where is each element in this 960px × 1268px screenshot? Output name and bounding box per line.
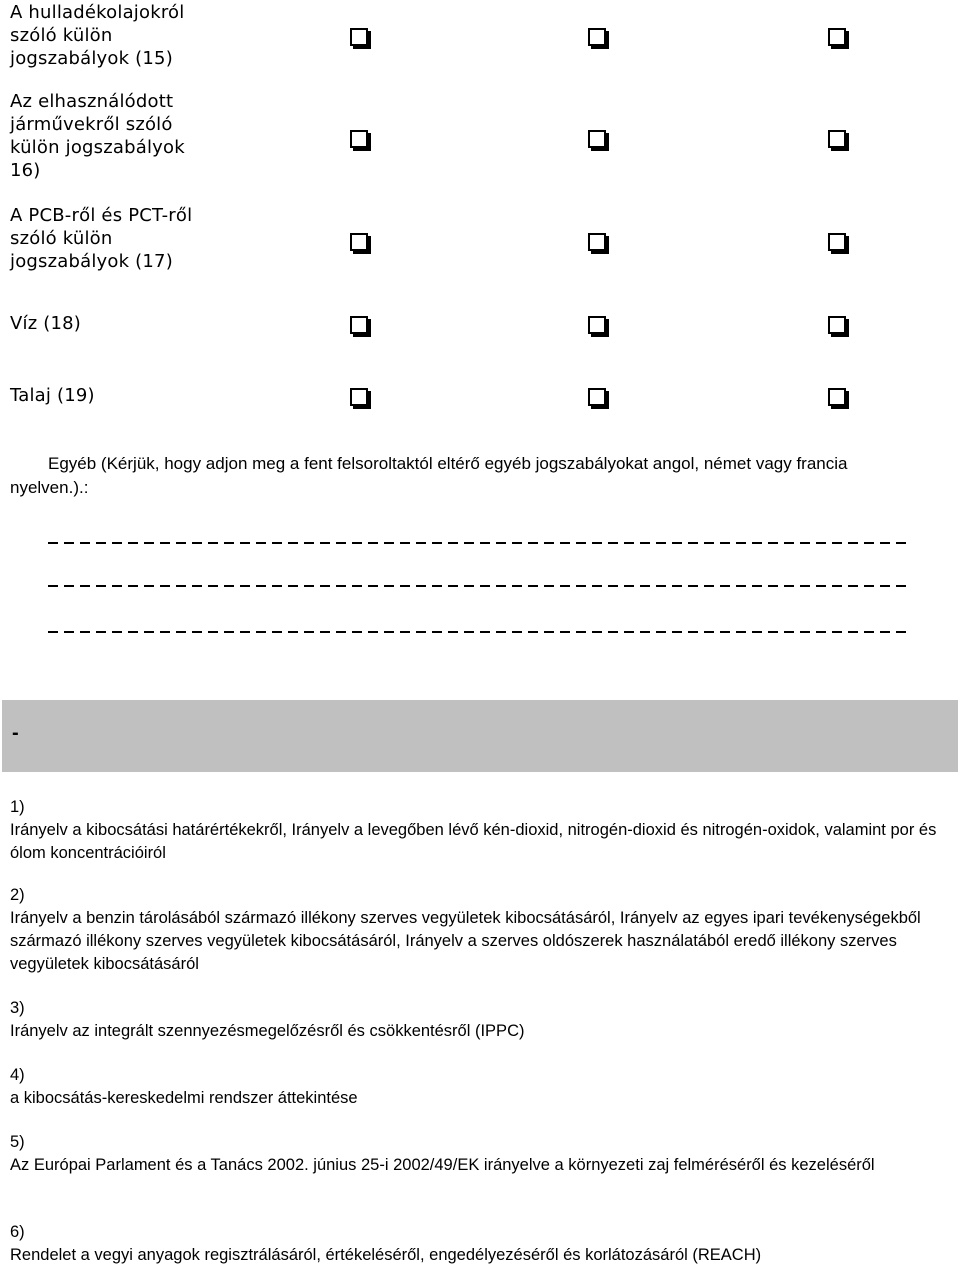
checkbox[interactable]	[828, 130, 846, 148]
footnote-text: Irányelv a benzin tárolásából származó illékony szerves vegyületek kibocsátásáról, Irányelv az egyes ipari tevékenységekből származó illékony szerves vegyületek kibocsátásáról, Irányelv a szerves oldószerek használatából eredő illékony szerves vegyületek kibocsátásáról	[10, 909, 921, 973]
separator-text: -	[12, 722, 19, 744]
fill-in-line[interactable]	[48, 631, 906, 633]
footnote-text: a kibocsátás-kereskedelmi rendszer áttekintése	[10, 1089, 358, 1107]
row-label: Víz (18)	[10, 313, 82, 334]
footnote-text: Rendelet a vegyi anyagok regisztrálásáról, értékeléséről, engedélyezéséről és korlátozásáról (REACH)	[10, 1246, 762, 1264]
footnote	[10, 1131, 940, 1177]
checkbox[interactable]	[828, 316, 846, 334]
footnote-number: 2)	[10, 886, 25, 904]
section-separator	[2, 700, 958, 772]
row-label: Talaj (19)	[10, 385, 95, 406]
row-label: Az elhasználódott járművekről szóló külön jogszabályok 16)	[10, 91, 185, 181]
footnote-number: 1)	[10, 798, 25, 816]
footnote-number: 3)	[10, 999, 25, 1017]
other-legislation-prompt	[10, 452, 910, 500]
checkbox[interactable]	[350, 130, 368, 148]
footnote-number: 4)	[10, 1066, 25, 1084]
footnote-text: Irányelv a kibocsátási határértékekről, Irányelv a levegőben lévő kén-dioxid, nitrogén-dioxid és nitrogén-oxidok, valamint por és ólom koncentrációiról	[10, 821, 937, 862]
footnote	[10, 997, 940, 1043]
footnote	[10, 884, 940, 976]
checkbox[interactable]	[588, 388, 606, 406]
checkbox[interactable]	[350, 316, 368, 334]
footnote-text: Irányelv az integrált szennyezésmegelőzésről és csökkentésről (IPPC)	[10, 1022, 525, 1040]
footnote	[10, 1221, 940, 1267]
footnote-number: 6)	[10, 1223, 25, 1241]
checkbox[interactable]	[828, 233, 846, 251]
checkbox[interactable]	[828, 388, 846, 406]
checkbox[interactable]	[828, 28, 846, 46]
checkbox[interactable]	[588, 233, 606, 251]
checkbox[interactable]	[350, 233, 368, 251]
checkbox[interactable]	[350, 28, 368, 46]
footnote-text: Az Európai Parlament és a Tanács 2002. június 25-i 2002/49/EK irányelve a környezeti zaj felméréséről és kezeléséről	[10, 1156, 875, 1174]
footnote	[10, 1064, 940, 1110]
checkbox[interactable]	[588, 130, 606, 148]
checkbox[interactable]	[588, 28, 606, 46]
row-label: A hulladékolajokról szóló külön jogszabályok (15)	[10, 2, 185, 69]
checkbox[interactable]	[588, 316, 606, 334]
row-label: A PCB-ről és PCT-ről szóló külön jogszabályok (17)	[10, 205, 193, 272]
fill-in-line[interactable]	[48, 542, 906, 544]
other-legislation-text: Egyéb (Kérjük, hogy adjon meg a fent felsoroltaktól eltérő egyéb jogszabályokat angol, német vagy francia nyelven.).:	[10, 454, 848, 497]
fill-in-line[interactable]	[48, 585, 906, 587]
checkbox[interactable]	[350, 388, 368, 406]
footnote-number: 5)	[10, 1133, 25, 1151]
footnote	[10, 796, 940, 865]
